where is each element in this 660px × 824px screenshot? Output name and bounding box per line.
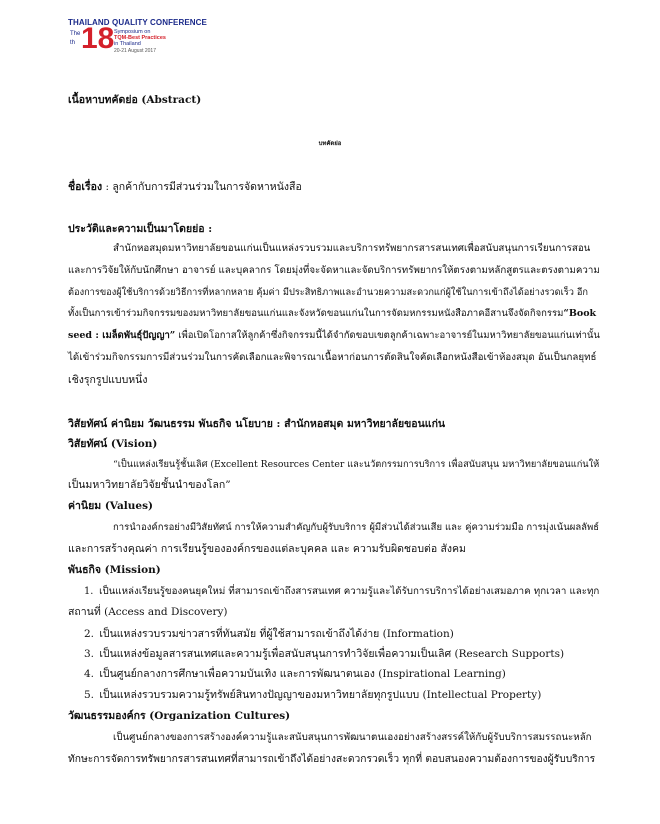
logo-th: th	[70, 40, 76, 46]
logo-symposium-line1: Symposium on	[114, 29, 151, 35]
vision-values-heading: วิสัยทัศน์ ค่านิยม วัฒนธรรม พันธกิจ นโยบาย : สำนักหอสมุด มหาวิทยาลัยขอนแก่น	[68, 418, 446, 430]
mission-item-number: 2.	[84, 628, 95, 640]
culture-line: ทักษะการจัดการทรัพยากรสารสนเทศที่สามารถเข้าถึงได้อย่างสะดวกรวดเร็ว ทุกที่ ตอบสนองความต้องการของผู้รับบริการ	[68, 753, 596, 765]
mission-item-number: 3.	[84, 648, 95, 660]
mission-item-text: เป็นศูนย์กลางการศึกษาเพื่อความบันเทิง และการพัฒนาตนเอง (Inspirational Learning)	[99, 668, 506, 680]
background-line: ต้องการของผู้ใช้บริการด้วยวิธีการที่หลากหลาย คุ้มค่า มีประสิทธิภาพและอำนวยความสะดวกแก่ผู้ใช้ในการเข้าถึงได้อย่างรวดเร็ว อีก	[68, 287, 589, 298]
culture-line: เป็นศูนย์กลางของการสร้างองค์ความรู้และสนับสนุนการพัฒนาตนเองอย่างสร้างสรรค์ให้กับผู้รับบริการสมรรถนะหลัก	[113, 732, 592, 743]
background-line: และการวิจัยให้กับนักศึกษา อาจารย์ และบุคลากร โดยมุ่งที่จะจัดหาและจัดบริการทรัพยากรให้ตรงตามหลักสูตรและตรงตามความ	[68, 265, 600, 276]
subject-line	[68, 180, 302, 194]
vision-line: “เป็นแหล่งเรียนรู้ชั้นเลิศ (Excellent Resources Center และนวัตกรรมการบริการ เพื่อสนับสนุน มหาวิทยาลัยขอนแก่นให้	[113, 459, 600, 470]
values-line: การนำองค์กรอย่างมีวิสัยทัศน์ การให้ความสำคัญกับผู้รับบริการ ผู้มีส่วนได้ส่วนเสีย และ คู่ความร่วมมือ การมุ่งเน้นผลลัพธ์	[113, 522, 600, 533]
mission-heading: พันธกิจ (Mission)	[68, 564, 161, 576]
values-heading: ค่านิยม (Values)	[68, 500, 153, 512]
abstract-title: บทคัดย่อ	[318, 140, 342, 147]
mission-item	[84, 585, 599, 599]
mission-item-text: เป็นแหล่งข้อมูลสารสนเทศและความรู้เพื่อสนับสนุนการทำวิจัยเพื่อความเป็นเลิศ (Research Supports)	[99, 648, 565, 660]
abstract-heading: เนื้อหาบทคัดย่อ (Abstract)	[68, 94, 202, 106]
vision-heading: วิสัยทัศน์ (Vision)	[68, 438, 158, 450]
logo-subtitle	[114, 29, 166, 54]
conference-logo	[68, 18, 208, 54]
mission-item-continuation: สถานที่ (Access and Discovery)	[68, 606, 228, 618]
logo-date: 20-21 August 2017	[114, 47, 156, 54]
background-line: ได้เข้าร่วมกิจกรรมการมีส่วนร่วมในการคัดเลือกและพิจารณาเนื้อหาก่อนการตัดสินใจคัดเลือกหนังสือเข้าห้องสมุด อันเป็นกลยุทธ์	[68, 352, 597, 363]
logo-the: The	[70, 31, 81, 37]
book-seed-start: “Book	[563, 308, 597, 319]
values-line: และการสร้างคุณค่า การเรียนรู้ขององค์กรของแต่ละบุคคล และ ความรับผิดชอบต่อ สังคม	[68, 543, 466, 555]
mission-item	[84, 667, 506, 681]
background-line-text: ทั้งเป็นการเข้าร่วมกิจกรรมของมหาวิทยาลัยขอนแก่นและจังหวัดขอนแก่นในการจัดมหกรรมหนังสือภาคอีสานจึงจัดกิจกรรม	[68, 308, 564, 319]
logo-number: 18	[81, 22, 115, 55]
culture-heading: วัฒนธรรมองค์กร (Organization Cultures)	[68, 710, 291, 722]
subject-label: ชื่อเรื่อง	[68, 181, 103, 193]
mission-item-text: เป็นแหล่งเรียนรู้ของคนยุคใหม่ ที่สามารถเข้าถึงสารสนเทศ ความรู้และได้รับการบริการได้อย่างเสมอภาค ทุกเวลา และทุก	[99, 586, 600, 597]
background-heading: ประวัติและความเป็นมาโดยย่อ :	[68, 223, 213, 235]
mission-item	[84, 627, 454, 641]
mission-item-number: 4.	[84, 668, 95, 680]
book-seed-rest: เพื่อเปิดโอกาสให้ลูกค้าซึ่งกิจกรรมนี้ได้จำกัดขอบเขตลูกค้าเฉพาะอาจารย์ในมหาวิทยาลัยขอนแก่นเท่านั้น	[175, 330, 600, 341]
mission-item-text: เป็นแหล่งรวบรวมความรู้ทรัพย์สินทางปัญญาของมหาวิทยาลัยทุกรูปแบบ (Intellectual Property)	[99, 689, 542, 701]
subject-value: : ลูกค้ากับการมีส่วนร่วมในการจัดหาหนังสือ	[105, 181, 302, 193]
mission-item	[84, 647, 564, 661]
book-seed-name: seed : เมล็ดพันธุ์ปัญญา”	[68, 330, 176, 341]
background-line: เชิงรุกรูปแบบหนึ่ง	[68, 374, 148, 386]
vision-line: เป็นมหาวิทยาลัยวิจัยชั้นนำของโลก”	[68, 479, 231, 491]
mission-item-number: 5.	[84, 689, 95, 701]
mission-item	[84, 688, 541, 702]
mission-item-number: 1.	[84, 586, 94, 597]
logo-symposium-line3: in Thailand	[114, 41, 141, 48]
background-line: สำนักหอสมุดมหาวิทยาลัยขอนแก่นเป็นแหล่งรวบรวมและบริการทรัพยากรสารสนเทศเพื่อสนับสนุนการเรียนการสอน	[113, 243, 591, 254]
logo-conference-name: THAILAND QUALITY CONFERENCE	[68, 18, 207, 27]
background-line	[68, 307, 596, 321]
logo-symposium-line2: TQM-Best Practices	[114, 35, 166, 42]
background-line	[68, 329, 600, 343]
mission-item-text: เป็นแหล่งรวบรวมข่าวสารที่ทันสมัย ที่ผู้ใช้สามารถเข้าถึงได้ง่าย (Information)	[99, 628, 454, 640]
